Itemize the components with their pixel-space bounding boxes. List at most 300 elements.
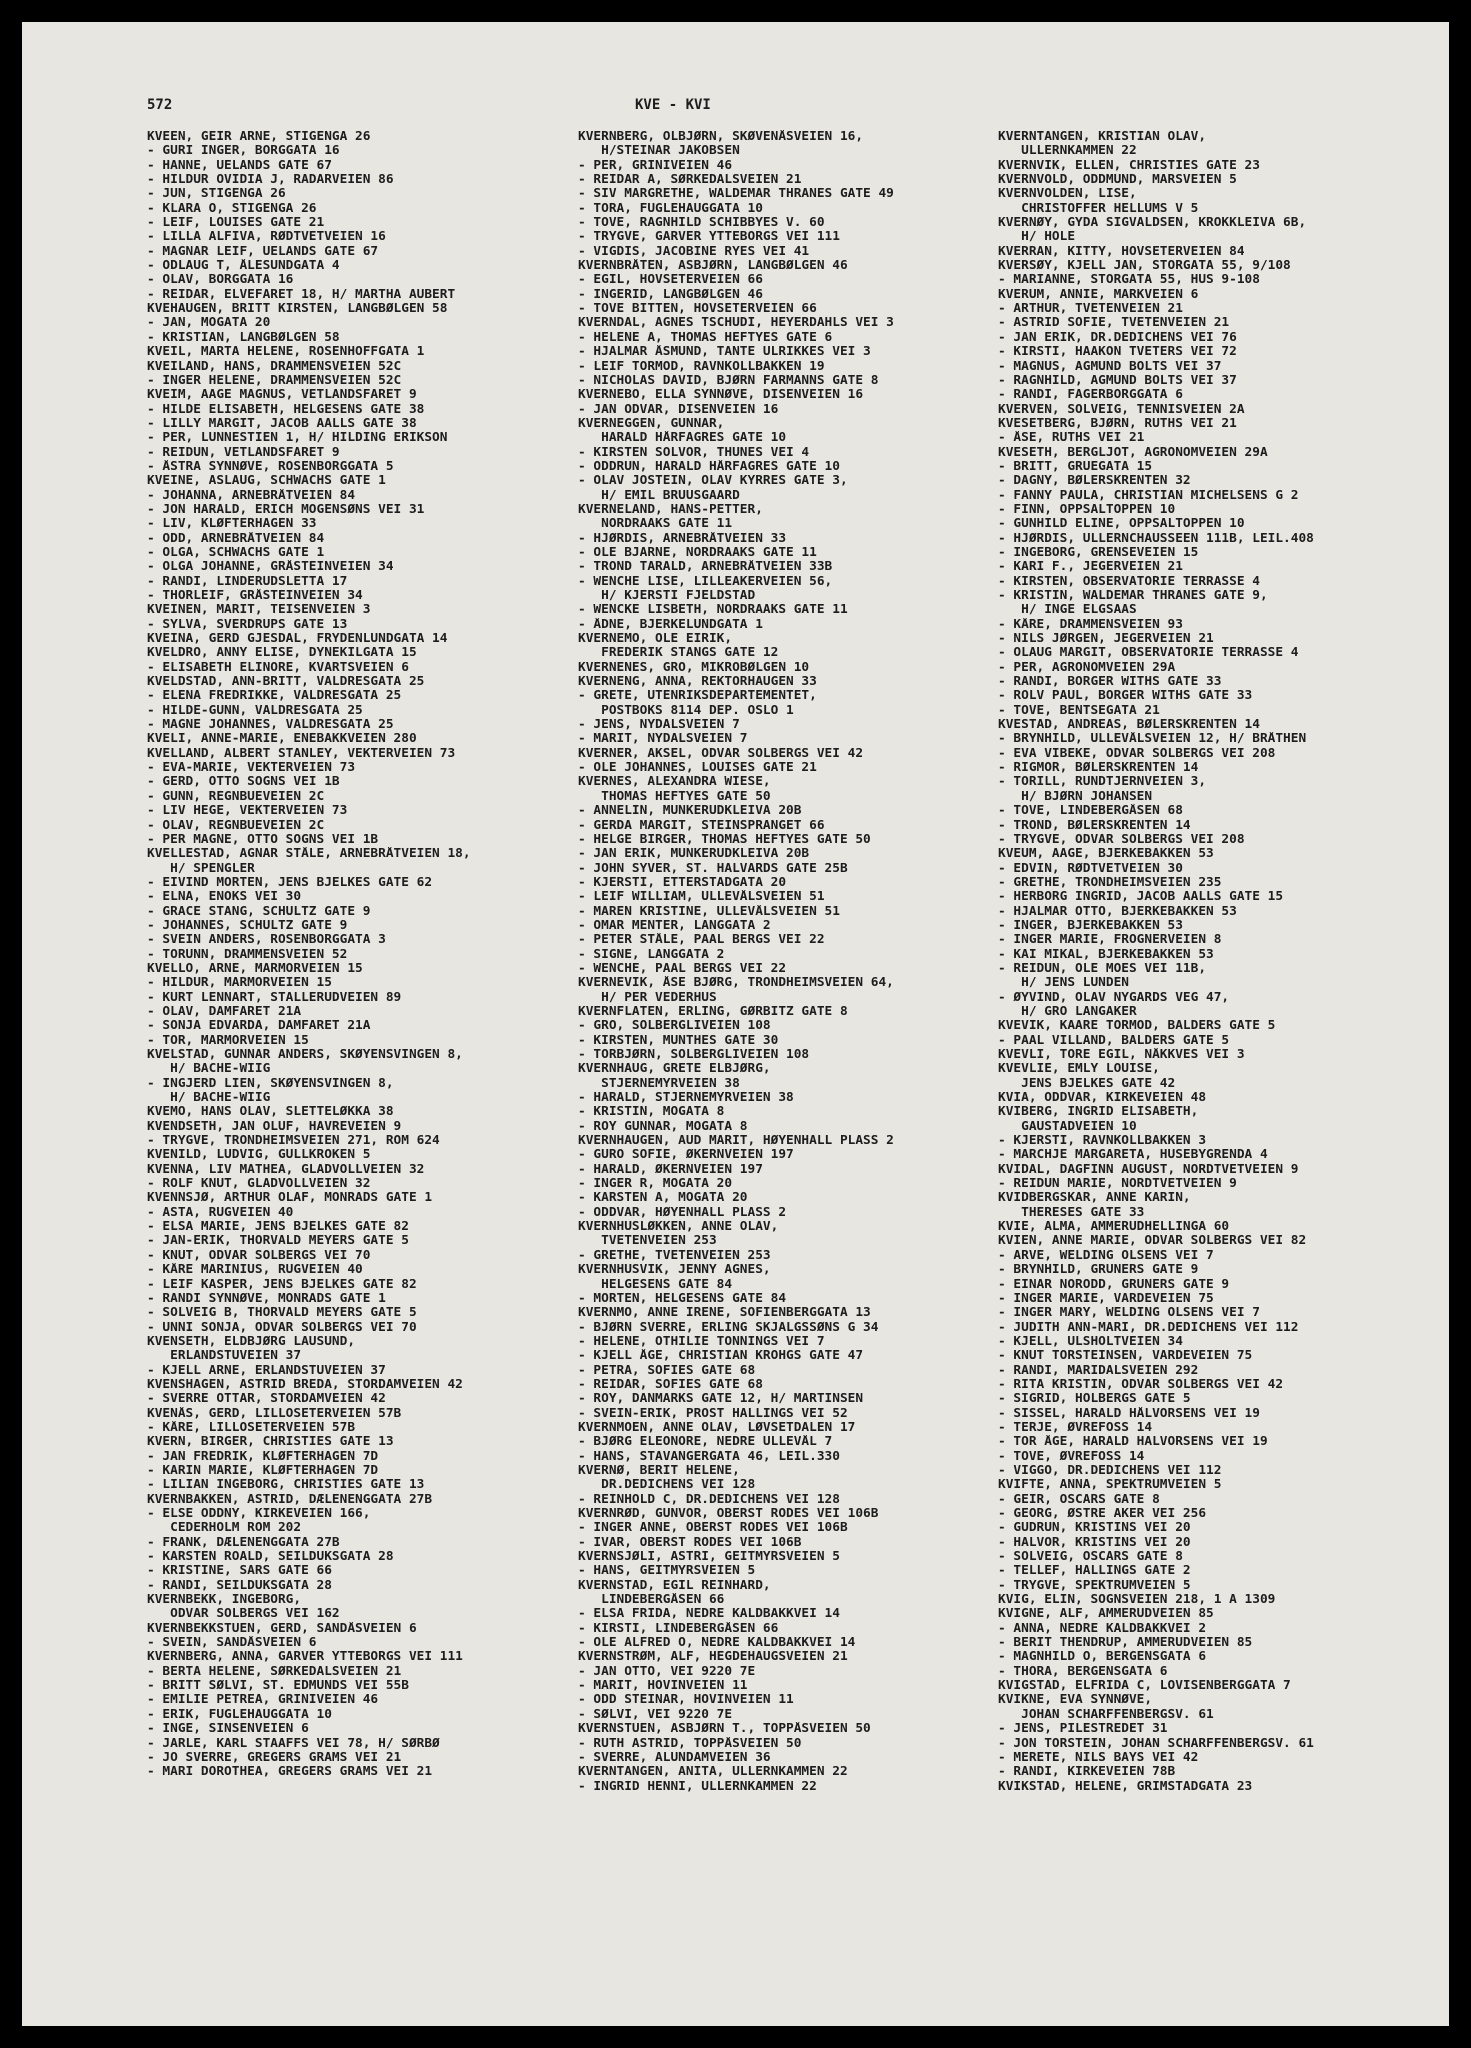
directory-entry: - HERBORG INGRID, JACOB AALLS GATE 15 [998, 890, 1284, 905]
directory-entry: - HILDE ELISABETH, HELGESENS GATE 38 [147, 402, 425, 417]
directory-entry: KVEINA, GERD GJESDAL, FRYDENLUNDGATA 14 [147, 632, 448, 647]
directory-entry: KVERNMO, ANNE IRENE, SOFIENBERGGATA 13 [578, 1306, 871, 1321]
directory-entry: - MERETE, NILS BAYS VEI 42 [998, 1750, 1199, 1765]
directory-entry: - JAN FREDRIK, KLØFTERHAGEN 7D [147, 1449, 379, 1464]
directory-entry: - JO SVERRE, GREGERS GRAMS VEI 21 [147, 1750, 402, 1765]
directory-entry: - MARIT, HOVINVEIEN 11 [578, 1679, 748, 1694]
entries-column-1 [147, 130, 471, 1780]
directory-entry: - OLGA, SCHWACHS GATE 1 [147, 545, 325, 560]
directory-entry: - JENS, NYDALSVEIEN 7 [578, 718, 740, 733]
directory-entry: - SIV MARGRETHE, WALDEMAR THRANES GATE 49 [578, 187, 894, 202]
directory-entry: - INGER HELENE, DRAMMENSVEIEN 52C [147, 373, 402, 388]
directory-entry: - NICHOLAS DAVID, BJØRN FARMANNS GATE 8 [578, 373, 879, 388]
directory-entry: - ERIK, FUGLEHAUGGATA 10 [147, 1707, 332, 1722]
directory-entry: KVENILD, LUDVIG, GULLKROKEN 5 [147, 1148, 371, 1163]
directory-entry: - HALVOR, KRISTINS VEI 20 [998, 1535, 1191, 1550]
directory-entry: KVENSETH, ELDBJØRG LAUSUND, [147, 1334, 356, 1349]
directory-entry: - BERTA HELENE, SØRKEDALSVEIEN 21 [147, 1664, 402, 1679]
directory-entry: - BRITT, GRUEGATA 15 [998, 459, 1153, 474]
directory-entry: - KIRSTI, LINDEBERGÅSEN 66 [578, 1621, 779, 1636]
directory-entry: - GUNN, REGNBUEVEIEN 2C [147, 789, 325, 804]
directory-entry: - THORA, BERGENSGATA 6 [998, 1664, 1168, 1679]
directory-entry: KVERNBRÅTEN, ASBJØRN, LANGBØLGEN 46 [578, 259, 848, 274]
directory-entry: H/ SPENGLER [147, 861, 255, 876]
directory-entry: - BRYNHILD, ULLEVÅLSVEIEN 12, H/ BRÅTHEN [998, 732, 1307, 747]
directory-entry: - KNUT, ODVAR SOLBERGS VEI 70 [147, 1248, 371, 1263]
directory-entry: H/ BACHE-WIIG [147, 1091, 271, 1106]
directory-entry: JOHAN SCHARFFENBERGSV. 61 [998, 1707, 1214, 1722]
directory-entry: KVERNFLATEN, ERLING, GØRBITZ GATE 8 [578, 1004, 848, 1019]
directory-entry: H/ HOLE [998, 230, 1076, 245]
directory-entry: - FANNY PAULA, CHRISTIAN MICHELSENS G 2 [998, 488, 1299, 503]
directory-entry: - ØYVIND, OLAV NYGARDS VEG 47, [998, 990, 1230, 1005]
directory-entry: - MAREN KRISTINE, ULLEVÅLSVEIEN 51 [578, 904, 840, 919]
directory-entry: - SVEIN-ERIK, PROST HALLINGS VEI 52 [578, 1406, 848, 1421]
directory-entry: - LILIAN INGEBORG, CHRISTIES GATE 13 [147, 1478, 425, 1493]
directory-entry: - KIRSTEN SOLVOR, THUNES VEI 4 [578, 445, 810, 460]
directory-entry: KVERNDAL, AGNES TSCHUDI, HEYERDAHLS VEI 3 [578, 316, 894, 331]
directory-entry: DR.DEDICHENS VEI 128 [578, 1478, 756, 1493]
directory-entry: - KRISTIN, WALDEMAR THRANES GATE 9, [998, 589, 1268, 603]
directory-entry: - ODDVAR, HØYENHALL PLASS 2 [578, 1205, 787, 1220]
directory-entry: - KRISTIAN, LANGBØLGEN 58 [147, 330, 340, 345]
directory-entry: - INGE, SINSENVEIEN 6 [147, 1722, 309, 1737]
directory-entry: - JOHN SYVER, ST. HALVARDS GATE 25B [578, 861, 848, 876]
directory-entry: - RANDI, LINDERUDSLETTA 17 [147, 574, 348, 589]
directory-entry: - REIDUN MARIE, NORDTVETVEIEN 9 [998, 1177, 1237, 1192]
directory-entry: - INGEBORG, GRENSEVEIEN 15 [998, 545, 1199, 560]
directory-entry: - HELGE BIRGER, THOMAS HEFTYES GATE 50 [578, 832, 871, 847]
directory-entry: - OLE BJARNE, NORDRAAKS GATE 11 [578, 545, 817, 560]
directory-entry: KVERN, BIRGER, CHRISTIES GATE 13 [147, 1435, 394, 1450]
directory-entry: KVEINEN, MARIT, TEISENVEIEN 3 [147, 603, 371, 618]
directory-entry: - RANDI, KIRKEVEIEN 78B [998, 1765, 1176, 1780]
directory-entry: KVERNBEKK, INGEBORG, [147, 1593, 302, 1608]
directory-entry: - KARI F., JEGERVEIEN 21 [998, 560, 1183, 575]
directory-entry: ODVAR SOLBERGS VEI 162 [147, 1607, 340, 1622]
directory-entry: KVELDRO, ANNY ELISE, DYNEKILGATA 15 [147, 646, 417, 661]
directory-entry: H/ BACHE-WIIG [147, 1062, 271, 1077]
directory-entry: ULLERNKAMMEN 22 [998, 144, 1137, 159]
directory-entry: - KURT LENNART, STALLERUDVEIEN 89 [147, 990, 402, 1005]
directory-entry: - EVA VIBEKE, ODVAR SOLBERGS VEI 208 [998, 746, 1276, 761]
directory-entry: HELGESENS GATE 84 [578, 1277, 733, 1292]
directory-entry: - TRYGVE, ODVAR SOLBERGS VEI 208 [998, 832, 1245, 847]
directory-entry: KVERNBAKKEN, ASTRID, DÆLENENGGATA 27B [147, 1492, 433, 1507]
directory-entry: - ÅSTRA SYNNØVE, ROSENBORGGATA 5 [147, 459, 394, 474]
directory-entry: KVENDSETH, JAN OLUF, HAVREVEIEN 9 [147, 1119, 402, 1134]
directory-entry: - GRETHE, TVETENVEIEN 253 [578, 1248, 771, 1263]
directory-entry: - JENS, PILESTREDET 31 [998, 1722, 1168, 1737]
directory-entry: - OLAV JOSTEIN, OLAV KYRRES GATE 3, [578, 474, 848, 489]
directory-entry: - SYLVA, SVERDRUPS GATE 13 [147, 617, 348, 632]
directory-entry: - KÅRE, LILLOSETERVEIEN 57B [147, 1420, 356, 1435]
directory-entry: - SOLVEIG B, THORVALD MEYERS GATE 5 [147, 1306, 417, 1321]
directory-entry: KVERNVIK, ELLEN, CHRISTIES GATE 23 [998, 158, 1260, 173]
directory-entry: - RANDI, MARIDALSVEIEN 292 [998, 1363, 1199, 1378]
directory-entry: KVENSHAGEN, ASTRID BREDA, STORDAMVEIEN 42 [147, 1377, 463, 1392]
directory-entry: - KARSTEN A, MOGATA 20 [578, 1191, 748, 1206]
directory-entry: - JOHANNA, ARNEBRÅTVEIEN 84 [147, 488, 356, 503]
directory-entry: - JUDITH ANN-MARI, DR.DEDICHENS VEI 112 [998, 1320, 1299, 1335]
directory-entry: KVERNEGGEN, GUNNAR, [578, 416, 725, 431]
directory-entry: - REIDAR, ELVEFARET 18, H/ MARTHA AUBERT [147, 287, 456, 302]
directory-entry: - EDVIN, RØDTVETVEIEN 30 [998, 861, 1183, 876]
directory-entry: - KARSTEN ROALD, SEILDUKSGATA 28 [147, 1550, 394, 1565]
directory-entry: KVIFTE, ANNA, SPEKTRUMVEIEN 5 [998, 1478, 1222, 1493]
directory-entry: KVELSTAD, GUNNAR ANDERS, SKØYENSVINGEN 8, [147, 1048, 463, 1062]
directory-entry: - PER, GRINIVEIEN 46 [578, 158, 733, 173]
directory-entry: - TROND, BØLERSKRENTEN 14 [998, 818, 1191, 833]
directory-entry: - GUDRUN, KRISTINS VEI 20 [998, 1521, 1191, 1536]
directory-entry: KVEIL, MARTA HELENE, ROSENHOFFGATA 1 [147, 345, 425, 360]
directory-entry: POSTBOKS 8114 DEP. OSLO 1 [578, 703, 794, 718]
directory-entry: KVEILAND, HANS, DRAMMENSVEIEN 52C [147, 359, 402, 374]
directory-entry: H/ GRO LANGAKER [998, 1004, 1137, 1019]
directory-entry: - ÅDNE, BJERKELUNDGATA 1 [578, 617, 763, 632]
directory-entry: KVERNØY, GYDA SIGVALDSEN, KROKKLEIVA 6B, [998, 216, 1307, 231]
directory-entry: - TORILL, RUNDTJERNVEIEN 3, [998, 775, 1207, 790]
directory-entry: KVERNBEKKSTUEN, GERD, SANDÅSVEIEN 6 [147, 1621, 417, 1636]
directory-entry: - KÅRE MARINIUS, RUGVEIEN 40 [147, 1263, 363, 1278]
directory-entry: - OLAUG MARGIT, OBSERVATORIE TERRASSE 4 [998, 646, 1299, 661]
directory-entry: KVERNSJØLI, ASTRI, GEITMYRSVEIEN 5 [578, 1550, 840, 1565]
directory-entry: - SIGRID, HOLBERGS GATE 5 [998, 1392, 1191, 1407]
directory-entry: - SONJA EDVARDA, DAMFARET 21A [147, 1019, 371, 1034]
directory-entry: KVERNHUSVIK, JENNY AGNES, [578, 1263, 771, 1278]
directory-entry: - HJØRDIS, ULLERNCHAUSSEEN 111B, LEIL.408 [998, 531, 1314, 546]
directory-entry: H/STEINAR JAKOBSEN [578, 144, 740, 159]
directory-entry: - PAAL VILLAND, BALDERS GATE 5 [998, 1033, 1230, 1048]
directory-entry: LINDEBERGÅSEN 66 [578, 1593, 725, 1608]
directory-entry: KVERNENG, ANNA, REKTORHAUGEN 33 [578, 675, 817, 690]
directory-entry: - THORLEIF, GRÅSTEINVEIEN 34 [147, 589, 363, 603]
directory-entry: - TOR ÅGE, HARALD HALVORSENS VEI 19 [998, 1435, 1268, 1450]
directory-entry: - KIRSTEN, MUNTHES GATE 30 [578, 1033, 779, 1048]
directory-entry: FREDERIK STANGS GATE 12 [578, 646, 779, 661]
directory-entry: - HJALMAR ÅSMUND, TANTE ULRIKKES VEI 3 [578, 345, 871, 360]
directory-entry: - ELSE ODDNY, KIRKEVEIEN 166, [147, 1507, 371, 1521]
directory-entry: - GUNHILD ELINE, OPPSALTOPPEN 10 [998, 517, 1245, 532]
directory-entry: - BJØRN SVERRE, ERLING SKJALGSSØNS G 34 [578, 1320, 879, 1335]
directory-entry: KVEIM, AAGE MAGNUS, VETLANDSFARET 9 [147, 388, 417, 403]
directory-entry: H/ PER VEDERHUS [578, 990, 717, 1005]
directory-entry: - KJERSTI, RAVNKOLLBAKKEN 3 [998, 1134, 1207, 1149]
directory-entry: - REIDAR A, SØRKEDALSVEIEN 21 [578, 173, 802, 188]
directory-entry: - KLARA O, STIGENGA 26 [147, 201, 317, 216]
directory-entry: - ARVE, WELDING OLSENS VEI 7 [998, 1248, 1214, 1263]
directory-entry: KVELI, ANNE-MARIE, ENEBAKKVEIEN 280 [147, 732, 417, 747]
directory-entry: KVERNES, ALEXANDRA WIESE, [578, 775, 771, 790]
directory-entry: KVELDSTAD, ANN-BRITT, VALDRESGATA 25 [147, 675, 425, 690]
directory-entry: - RITA KRISTIN, ODVAR SOLBERGS VEI 42 [998, 1377, 1284, 1392]
directory-entry: - TRYGVE, TRONDHEIMSVEIEN 271, ROM 624 [147, 1134, 440, 1149]
directory-entry: KVERNTANGEN, ANITA, ULLERNKAMMEN 22 [578, 1765, 848, 1780]
directory-entry: - SVERRE OTTAR, STORDAMVEIEN 42 [147, 1392, 386, 1407]
directory-entry: KVERNEVIK, ÅSE BJØRG, TRONDHEIMSVEIEN 64, [578, 976, 894, 991]
directory-entry: KVERNSTUEN, ASBJØRN T., TOPPÅSVEIEN 50 [578, 1722, 871, 1737]
directory-entry: - LILLY MARGIT, JACOB AALLS GATE 38 [147, 416, 417, 431]
directory-entry: - GURI INGER, BORGGATA 16 [147, 144, 340, 159]
directory-entry: H/ INGE ELGSAAS [998, 603, 1137, 618]
directory-entry: - ÅSE, RUTHS VEI 21 [998, 431, 1145, 446]
directory-entry: KVEVLIE, EMLY LOUISE, [998, 1062, 1160, 1077]
directory-entry: - IVAR, OBERST RODES VEI 106B [578, 1535, 802, 1550]
directory-entry: - INGJERD LIEN, SKØYENSVINGEN 8, [147, 1076, 394, 1091]
directory-entry: - KJELL, ULSHOLTVEIEN 34 [998, 1334, 1183, 1349]
directory-entry: KVENNA, LIV MATHEA, GLADVOLLVEIEN 32 [147, 1162, 425, 1177]
directory-entry: - JAN-ERIK, THORVALD MEYERS GATE 5 [147, 1234, 409, 1249]
directory-entry: - WENCHE LISE, LILLEAKERVEIEN 56, [578, 574, 833, 589]
directory-entry: - TOVE, BENTSEGATA 21 [998, 703, 1160, 718]
directory-entry: - RANDI SYNNØVE, MONRADS GATE 1 [147, 1291, 386, 1306]
directory-entry: NORDRAAKS GATE 11 [578, 517, 733, 532]
directory-entry: - KIRSTI, HAAKON TVETERS VEI 72 [998, 345, 1237, 360]
directory-entry: KVEMO, HANS OLAV, SLETTELØKKA 38 [147, 1105, 394, 1120]
directory-entry: - FRANK, DÆLENENGGATA 27B [147, 1535, 340, 1550]
directory-entry: - ELISABETH ELINORE, KVARTSVEIEN 6 [147, 660, 409, 675]
directory-entry: - KAI MIKAL, BJERKEBAKKEN 53 [998, 947, 1214, 962]
directory-entry: - TORUNN, DRAMMENSVEIEN 52 [147, 947, 348, 962]
directory-entry: KVERUM, ANNIE, MARKVEIEN 6 [998, 287, 1199, 302]
directory-entry: H/ JENS LUNDEN [998, 976, 1129, 991]
directory-entry: - TOVE, ØVREFOSS 14 [998, 1449, 1145, 1464]
directory-entry: - GURO SOFIE, ØKERNVEIEN 197 [578, 1148, 794, 1163]
directory-entry: - SØLVI, VEI 9220 7E [578, 1707, 733, 1722]
directory-entry: - EGIL, HOVSETERVEIEN 66 [578, 273, 763, 288]
directory-entry: - GRO, SOLBERGLIVEIEN 108 [578, 1019, 771, 1034]
directory-entry: - LEIF, LOUISES GATE 21 [147, 216, 325, 231]
directory-entry: KVIKNE, EVA SYNNØVE, [998, 1693, 1153, 1708]
directory-entry: - VIGGO, DR.DEDICHENS VEI 112 [998, 1463, 1222, 1478]
directory-entry: KVERNMOEN, ANNE OLAV, LØVSETDALEN 17 [578, 1420, 856, 1435]
directory-entry: KVESETBERG, BJØRN, RUTHS VEI 21 [998, 416, 1237, 431]
directory-entry: - TOR, MARMORVEIEN 15 [147, 1033, 309, 1048]
directory-entry: - OLAV, BORGGATA 16 [147, 273, 294, 288]
directory-entry: - HILDUR, MARMORVEIEN 15 [147, 976, 332, 991]
directory-entry: - HJALMAR OTTO, BJERKEBAKKEN 53 [998, 904, 1237, 919]
directory-entry: KVERNSTAD, EGIL REINHARD, [578, 1578, 771, 1593]
directory-entry: KVERNENES, GRO, MIKROBØLGEN 10 [578, 660, 810, 675]
directory-entry: GAUSTADVEIEN 10 [998, 1119, 1137, 1134]
directory-entry: - JUN, STIGENGA 26 [147, 187, 286, 202]
directory-entry: KVESETH, BERGLJOT, AGRONOMVEIEN 29A [998, 445, 1268, 460]
directory-entry: - MAGNE JOHANNES, VALDRESGATA 25 [147, 718, 394, 733]
directory-entry: - GEORG, ØSTRE AKER VEI 256 [998, 1507, 1207, 1521]
entries-column-2 [578, 130, 894, 1794]
directory-entry: - INGER ANNE, OBERST RODES VEI 106B [578, 1521, 848, 1536]
directory-entry: - SVERRE, ALUNDAMVEIEN 36 [578, 1750, 771, 1765]
directory-entry: KVERNEMO, OLE EIRIK, [578, 632, 733, 647]
directory-entry: - HARALD, ØKERNVEIEN 197 [578, 1162, 763, 1177]
directory-entry: - RANDI, FAGERBORGGATA 6 [998, 388, 1183, 403]
directory-entry: - ODLAUG T, ÅLESUNDGATA 4 [147, 259, 340, 274]
directory-entry: - MAGNHILD O, BERGENSGATA 6 [998, 1650, 1207, 1665]
directory-entry: KVELLESTAD, AGNAR STÅLE, ARNEBRÅTVEIEN 18, [147, 847, 471, 862]
directory-entry: - ROY, DANMARKS GATE 12, H/ MARTINSEN [578, 1392, 864, 1407]
directory-entry: KVERNSTRØM, ALF, HEGDEHAUGSVEIEN 21 [578, 1650, 848, 1665]
directory-entry: CEDERHOLM ROM 202 [147, 1521, 302, 1536]
directory-entry: KVERNVOLDEN, LISE, [998, 187, 1137, 202]
directory-entry: - BRITT SØLVI, ST. EDMUNDS VEI 55B [147, 1679, 409, 1694]
directory-entry: KVIDAL, DAGFINN AUGUST, NORDTVETVEIEN 9 [998, 1162, 1299, 1177]
directory-entry: - LILLA ALFIVA, RØDTVETVEIEN 16 [147, 230, 386, 245]
directory-entry: - INGER R, MOGATA 20 [578, 1177, 733, 1192]
directory-entry: - LEIF WILLIAM, ULLEVÅLSVEIEN 51 [578, 890, 825, 905]
directory-entry: - UNNI SONJA, ODVAR SOLBERGS VEI 70 [147, 1320, 417, 1335]
directory-entry: - KJELL ARNE, ERLANDSTUVEIEN 37 [147, 1363, 386, 1378]
directory-entry: - JAN OTTO, VEI 9220 7E [578, 1664, 756, 1679]
directory-entry: - HANS, STAVANGERGATA 46, LEIL.330 [578, 1449, 840, 1464]
directory-entry: - JAN ODVAR, DISENVEIEN 16 [578, 402, 779, 417]
directory-entry: - INGER MARIE, FROGNERVEIEN 8 [998, 933, 1222, 948]
directory-entry: - ROLV PAUL, BORGER WITHS GATE 33 [998, 689, 1253, 704]
directory-entry: KVERVEN, SOLVEIG, TENNISVEIEN 2A [998, 402, 1245, 417]
directory-entry: - WENCKE LISBETH, NORDRAAKS GATE 11 [578, 603, 848, 618]
entries-column-3 [998, 130, 1314, 1794]
directory-entry: H/ BJØRN JOHANSEN [998, 789, 1153, 804]
directory-entry: - HILDE-GUNN, VALDRESGATA 25 [147, 703, 363, 718]
directory-entry: - GEIR, OSCARS GATE 8 [998, 1492, 1160, 1507]
directory-entry: KVERNHUSLØKKEN, ANNE OLAV, [578, 1220, 779, 1235]
directory-entry: - OLE JOHANNES, LOUISES GATE 21 [578, 761, 817, 776]
directory-entry: - BRYNHILD, GRÜNERS GATE 9 [998, 1263, 1199, 1278]
directory-entry: KVERNELAND, HANS-PETTER, [578, 502, 763, 517]
directory-entry: CHRISTOFFER HELLUMS V 5 [998, 201, 1199, 216]
directory-entry: KVIE, ALMA, AMMERUDHELLINGA 60 [998, 1220, 1230, 1235]
directory-entry: KVEEN, GEIR ARNE, STIGENGA 26 [147, 130, 371, 144]
directory-entry: - REINHOLD C, DR.DEDICHENS VEI 128 [578, 1492, 840, 1507]
page-number: 572 [147, 97, 173, 113]
directory-entry: - ASTRID SOFIE, TVETENVEIEN 21 [998, 316, 1230, 331]
directory-entry: - INGRID HENNI, ULLERNKAMMEN 22 [578, 1779, 817, 1794]
directory-entry: - KIRSTEN, OBSERVATORIE TERRASSE 4 [998, 574, 1260, 589]
directory-entry: - RUTH ASTRID, TOPPÅSVEIEN 50 [578, 1736, 802, 1751]
directory-entry: - HELENE, OTHILIE TONNINGS VEI 7 [578, 1334, 825, 1349]
directory-entry: HARALD HÅRFAGRES GATE 10 [578, 431, 787, 446]
directory-entry: KVERNBERG, OLBJØRN, SKØVENÅSVEIEN 16, [578, 130, 864, 144]
directory-entry: - GRETHE, TRONDHEIMSVEIEN 235 [998, 875, 1222, 890]
directory-entry: - EMILIE PETREA, GRINIVEIEN 46 [147, 1693, 379, 1708]
directory-entry: KVENNSJØ, ARTHUR OLAF, MONRADS GATE 1 [147, 1191, 433, 1206]
directory-entry: - INGER MARY, WELDING OLSENS VEI 7 [998, 1306, 1260, 1321]
directory-entry: - SISSEL, HARALD HÅLVORSENS VEI 19 [998, 1406, 1260, 1421]
directory-entry: - OLAV, REGNBUEVEIEN 2C [147, 818, 325, 833]
directory-entry: - JAN ERIK, MUNKERUDKLEIVA 20B [578, 847, 810, 862]
directory-entry: - INGERID, LANGBØLGEN 46 [578, 287, 763, 302]
directory-entry: - GERD, OTTO SOGNS VEI 1B [147, 775, 340, 790]
directory-entry: - GRETE, UTENRIKSDEPARTEMENTET, [578, 689, 817, 704]
directory-entry: - KJERSTI, ETTERSTADGATA 20 [578, 875, 787, 890]
directory-entry: - GRACE STANG, SCHULTZ GATE 9 [147, 904, 371, 919]
directory-entry: KVEHAUGEN, BRITT KIRSTEN, LANGBØLGEN 58 [147, 302, 448, 317]
directory-entry: - RIGMOR, BØLERSKRENTEN 14 [998, 761, 1199, 776]
directory-entry: - PER, LUNNESTIEN 1, H/ HILDING ERIKSON [147, 431, 448, 446]
directory-entry: TVETENVEIEN 253 [578, 1234, 717, 1249]
directory-entry: - ODDRUN, HARALD HÅRFAGRES GATE 10 [578, 459, 840, 474]
directory-entry: - JON HARALD, ERICH MOGENSØNS VEI 31 [147, 502, 425, 517]
directory-entry: - RANDI, SEILDUKSGATA 28 [147, 1578, 332, 1593]
directory-entry: - WENCHE, PAAL BERGS VEI 22 [578, 961, 787, 976]
directory-entry: - PETRA, SOFIES GATE 68 [578, 1363, 756, 1378]
directory-entry: - GERDA MARGIT, STEINSPRANGET 66 [578, 818, 825, 833]
directory-entry: - KÅRE, DRAMMENSVEIEN 93 [998, 617, 1183, 632]
directory-entry: - HANNE, UELANDS GATE 67 [147, 158, 332, 173]
directory-entry: - ODD, ARNEBRÅTVEIEN 84 [147, 531, 325, 546]
directory-entry: KVERSØY, KJELL JAN, STORGATA 55, 9/108 [998, 259, 1291, 274]
directory-entry: - TROND TARALD, ARNEBRÅTVEIEN 33B [578, 560, 833, 575]
directory-entry: - FINN, OPPSALTOPPEN 10 [998, 502, 1176, 517]
directory-entry: - SVEIN, SANDÅSVEIEN 6 [147, 1636, 317, 1651]
directory-entry: - TRYGVE, GARVER YTTEBORGS VEI 111 [578, 230, 840, 245]
directory-entry: KVELLO, ARNE, MARMORVEIEN 15 [147, 961, 363, 976]
directory-entry: - TOVE, RAGNHILD SCHIBBYES V. 60 [578, 216, 825, 231]
directory-entry: - BERIT THENDRUP, AMMERUDVEIEN 85 [998, 1636, 1253, 1651]
directory-entry: - KNUT TORSTEINSEN, VARDEVEIEN 75 [998, 1349, 1253, 1364]
directory-entry: KVELLAND, ALBERT STANLEY, VEKTERVEIEN 73 [147, 746, 456, 761]
directory-entry: - REIDAR, SOFIES GATE 68 [578, 1377, 763, 1392]
directory-entry: KVEVIK, KAARE TORMOD, BALDERS GATE 5 [998, 1019, 1276, 1034]
directory-entry: - VIGDIS, JACOBINE RYES VEI 41 [578, 244, 810, 259]
directory-entry: KVENÅS, GERD, LILLOSETERVEIEN 57B [147, 1406, 402, 1421]
directory-entry: - KRISTIN, MOGATA 8 [578, 1105, 725, 1120]
directory-entry: - JAN ERIK, DR.DEDICHENS VEI 76 [998, 330, 1237, 345]
directory-entry: THERESES GATE 33 [998, 1205, 1145, 1220]
directory-entry: - ANNA, NEDRE KALDBAKKVEI 2 [998, 1621, 1207, 1636]
directory-entry: KVIDBERGSKAR, ANNE KARIN, [998, 1191, 1191, 1206]
directory-entry: - TORBJØRN, SOLBERGLIVEIEN 108 [578, 1048, 810, 1062]
directory-entry: - REIDUN, OLE MOES VEI 11B, [998, 961, 1207, 976]
directory-entry: KVERNVOLD, ODDMUND, MARSVEIEN 5 [998, 173, 1237, 188]
directory-entry: - HARALD, STJERNEMYRVEIEN 38 [578, 1091, 794, 1106]
directory-entry: - HILDUR OVIDIA J, RADARVEIEN 86 [147, 173, 394, 188]
directory-entry: - ODD STEINAR, HOVINVEIEN 11 [578, 1693, 794, 1708]
directory-entry: - LEIF TORMOD, RAVNKOLLBAKKEN 19 [578, 359, 825, 374]
directory-entry: - SOLVEIG, OSCARS GATE 8 [998, 1550, 1183, 1565]
directory-entry: - NILS JØRGEN, JEGERVEIEN 21 [998, 632, 1214, 647]
directory-entry: KVEUM, AAGE, BJERKEBAKKEN 53 [998, 847, 1214, 862]
directory-entry: KVEINE, ASLAUG, SCHWACHS GATE 1 [147, 474, 386, 489]
directory-entry: - ROY GUNNAR, MOGATA 8 [578, 1119, 748, 1134]
directory-entry: - MARCHJE MARGARETA, HUSEBYGRENDA 4 [998, 1148, 1268, 1163]
directory-entry: - JON TORSTEIN, JOHAN SCHARFFENBERGSV. 61 [998, 1736, 1314, 1751]
directory-entry: - OLE ALFRED O, NEDRE KALDBAKKVEI 14 [578, 1636, 856, 1651]
directory-entry: KVERNHAUG, GRETE ELBJØRG, [578, 1062, 771, 1077]
directory-entry: JENS BJELKES GATE 42 [998, 1076, 1176, 1091]
running-head: KVE - KVI [635, 97, 711, 113]
directory-entry: - HJØRDIS, ARNEBRÅTVEIEN 33 [578, 531, 787, 546]
directory-entry: - OLGA JOHANNE, GRÅSTEINVEIEN 34 [147, 560, 394, 575]
directory-entry: - INGER MARIE, VARDEVEIEN 75 [998, 1291, 1214, 1306]
directory-entry: - JOHANNES, SCHULTZ GATE 9 [147, 918, 348, 933]
directory-entry: - LEIF KASPER, JENS BJELKES GATE 82 [147, 1277, 417, 1292]
directory-entry: - LIV HEGE, VEKTERVEIEN 73 [147, 804, 348, 819]
directory-entry: - OLAV, DAMFARET 21A [147, 1004, 302, 1019]
directory-entry: - ELSA FRIDA, NEDRE KALDBAKKVEI 14 [578, 1607, 840, 1622]
directory-entry: - OMAR MENTER, LANGGATA 2 [578, 918, 771, 933]
directory-entry: - REIDUN, VETLANDSFARET 9 [147, 445, 340, 460]
directory-entry: KVIA, ODDVAR, KIRKEVEIEN 48 [998, 1091, 1207, 1106]
directory-entry: H/ EMIL BRUUSGAARD [578, 488, 740, 503]
directory-entry: KVIKSTAD, HELENE, GRIMSTADGATA 23 [998, 1779, 1253, 1794]
directory-entry: - ELNA, ENOKS VEI 30 [147, 890, 302, 905]
directory-entry: - TOVE, LINDEBERGÅSEN 68 [998, 804, 1183, 819]
directory-entry: KVERNTANGEN, KRISTIAN OLAV, [998, 130, 1207, 144]
directory-entry: - ELENA FREDRIKKE, VALDRESGATA 25 [147, 689, 402, 704]
directory-entry: - KRISTINE, SARS GATE 66 [147, 1564, 332, 1579]
directory-entry: - MARI DOROTHEA, GREGERS GRAMS VEI 21 [147, 1765, 433, 1780]
directory-entry: - ELSA MARIE, JENS BJELKES GATE 82 [147, 1220, 409, 1235]
